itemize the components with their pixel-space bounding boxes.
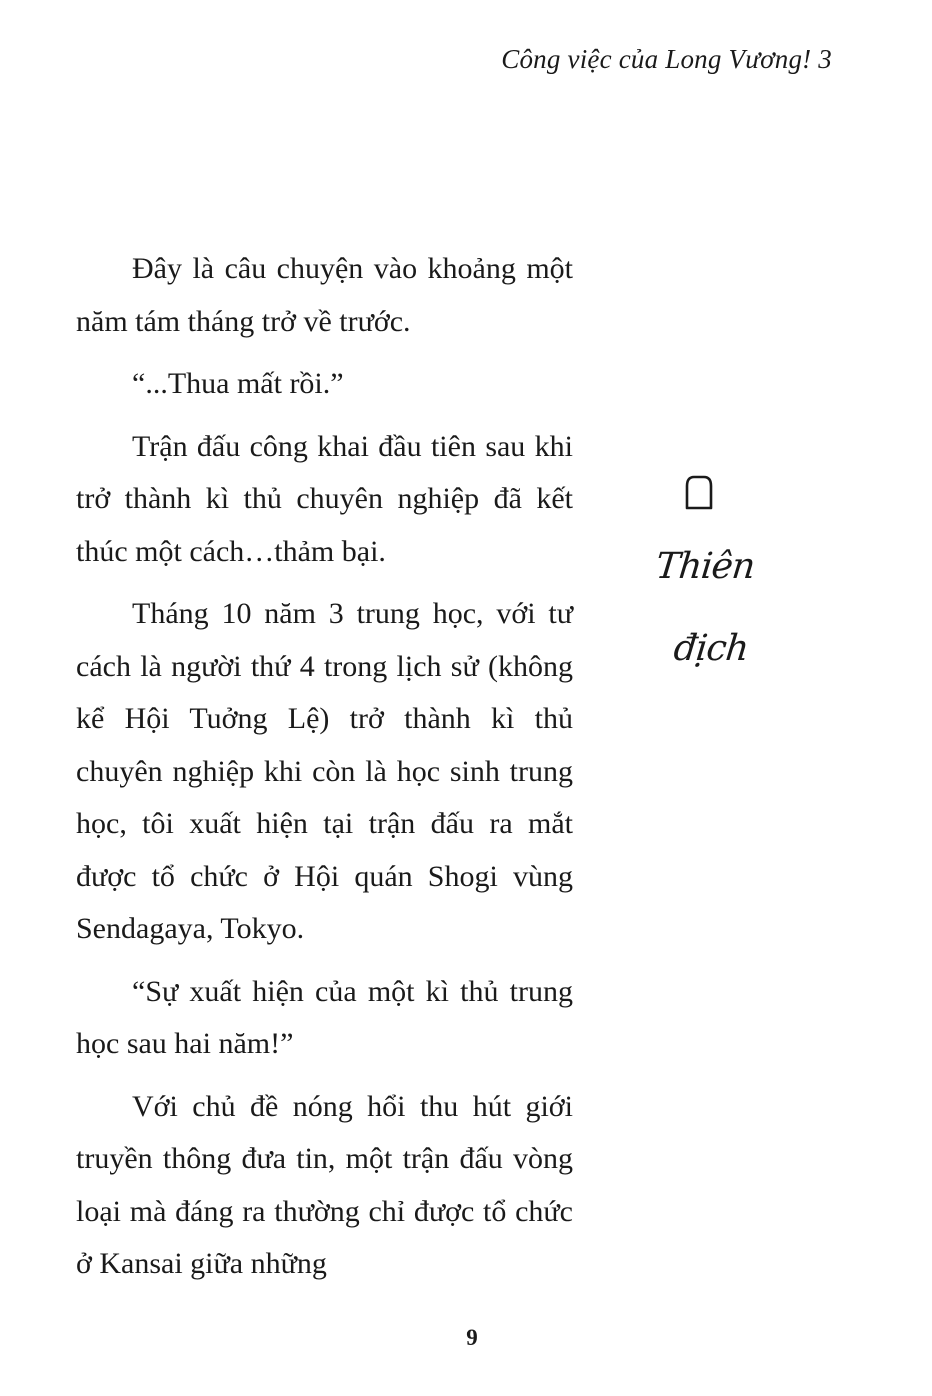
paragraph: Đây là câu chuyện vào khoảng một năm tám tháng trở về trước. [76, 252, 573, 338]
paragraph: Trận đấu công khai đầu tiên sau khi trở thành kì thủ chuyên nghiệp đã kết thúc một cách…thảm bại. [76, 429, 573, 568]
running-header: Công việc của Long Vương! 3 [501, 44, 832, 74]
paragraph: Với chủ đề nóng hổi thu hút giới truyền thông đưa tin, một trận đấu vòng loại mà đáng ra thường chỉ được tổ chức ở Kansai giữa những [76, 1089, 573, 1280]
paragraph: “...Thua mất rồi.” [132, 367, 344, 400]
paragraph: “Sự xuất hiện của một kì thủ trung học sau hai năm!” [76, 974, 573, 1060]
shogi-piece-frame-icon [682, 474, 716, 510]
page-number: 9 [466, 1325, 478, 1350]
chapter-title-line: địch [671, 628, 751, 669]
chapter-mark [640, 466, 800, 696]
paragraph: Tháng 10 năm 3 trung học, với tư cách là người thứ 4 trong lịch sử (không kể Hội Tuởng Lệ) trở thành kì thủ chuyên nghiệp khi còn là học sinh trung học, tôi xuất hiện tại trận đấu ra mắt được tổ chức ở Hội quán Shogi vùng Sendagaya, Tokyo. [76, 597, 573, 945]
chapter-title-line: Thiên [653, 546, 757, 587]
body-text [76, 243, 573, 1301]
